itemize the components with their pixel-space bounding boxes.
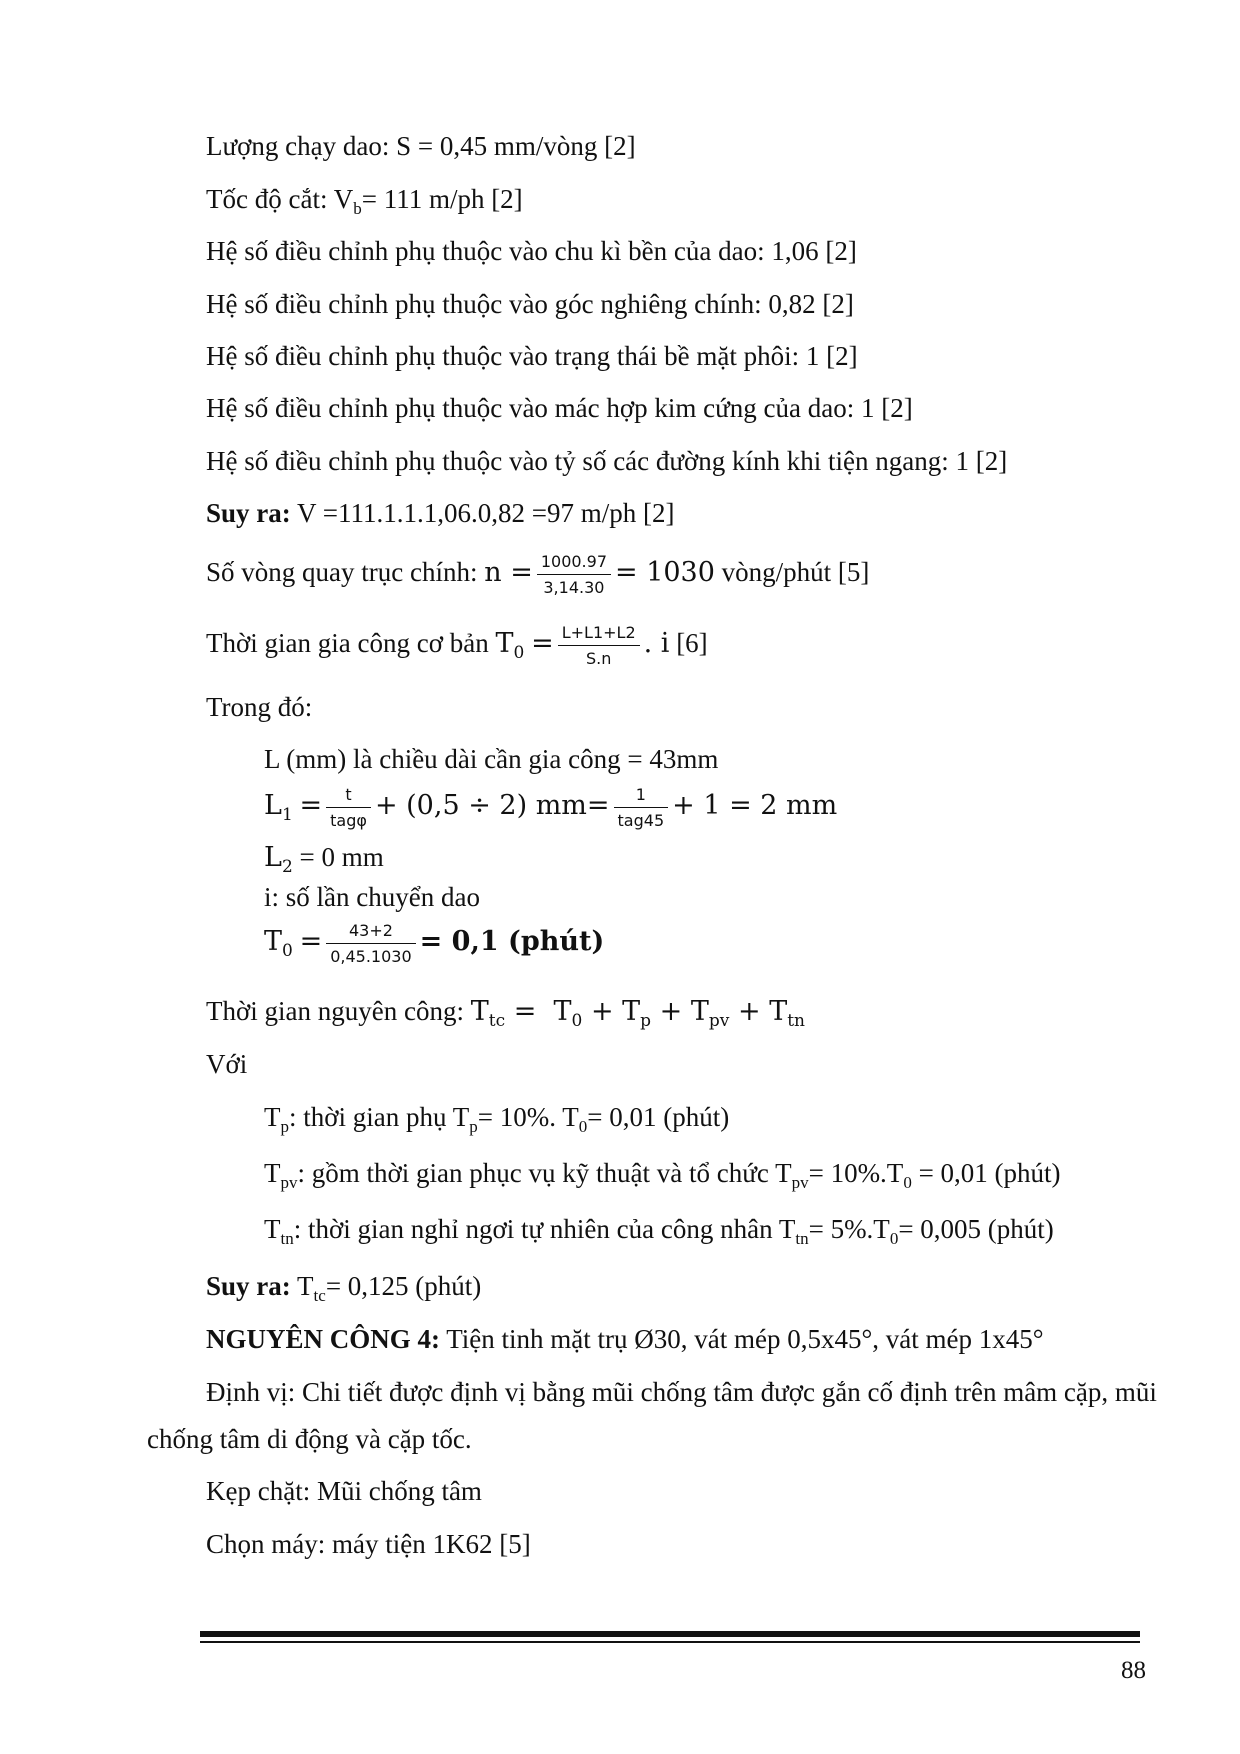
ttc-plus-3: + bbox=[737, 996, 761, 1027]
ttn-subscript: tn bbox=[280, 1229, 294, 1248]
ttn-t0-subscript: 0 bbox=[889, 1229, 899, 1248]
t0-denominator: S.n bbox=[585, 649, 612, 668]
feed-line: Lượng chạy dao: S = 0,45 mm/vòng [2] bbox=[206, 131, 636, 161]
t0-subscript: 0 bbox=[513, 643, 525, 664]
l1-numerator-1: t bbox=[326, 785, 371, 808]
coefficient-line-5: Hệ số điều chỉnh phụ thuộc vào tỷ số các đường kính khi tiện ngang: 1 [2] bbox=[206, 446, 1008, 476]
t0-calc-fraction bbox=[326, 921, 415, 967]
l2-line bbox=[264, 842, 384, 877]
tp-subscript: p bbox=[280, 1117, 289, 1136]
result-ttc-symbol: T bbox=[297, 1271, 314, 1301]
tp-end: = 0,01 (phút) bbox=[587, 1102, 730, 1132]
rpm-fraction bbox=[537, 552, 611, 598]
positioning-line-1: Định vị: Chi tiết được định vị bằng mũi chống tâm được gắn cố định trên mâm cặp, mũi bbox=[206, 1377, 1157, 1407]
result-label: Suy ra: bbox=[206, 498, 291, 528]
operation-4-label: NGUYÊN CÔNG 4: bbox=[206, 1324, 440, 1354]
ttn-symbol-2: T bbox=[778, 1214, 796, 1244]
machine-line: Chọn máy: máy tiện 1K62 [5] bbox=[206, 1529, 531, 1559]
t0-calc-formula bbox=[264, 921, 604, 967]
passes-line: i: số lần chuyển dao bbox=[264, 882, 480, 912]
t0-tail: . i bbox=[643, 628, 670, 660]
t0-calc-numerator: 43+2 bbox=[326, 921, 415, 944]
tpv-symbol: T bbox=[264, 1158, 281, 1188]
ttc-tp-subscript: p bbox=[640, 1011, 652, 1031]
clamping-line: Kẹp chặt: Mũi chống tâm bbox=[206, 1476, 482, 1506]
ttc-t0-symbol: T bbox=[553, 996, 572, 1027]
ttc-ttn-subscript: tn bbox=[787, 1011, 805, 1031]
ttc-t0-subscript: 0 bbox=[571, 1011, 583, 1031]
trong-do-label: Trong đó: bbox=[206, 692, 313, 722]
ttc-formula bbox=[470, 996, 805, 1031]
ttc-label: Thời gian nguyên công: bbox=[206, 996, 464, 1026]
positioning-line-2: chống tâm di động và cặp tốc. bbox=[147, 1424, 472, 1454]
coefficient-line-2: Hệ số điều chỉnh phụ thuộc vào góc nghiêng chính: 0,82 [2] bbox=[206, 289, 854, 319]
result-ttc-subscript: tc bbox=[313, 1286, 326, 1305]
tp-line bbox=[264, 1102, 730, 1136]
tp-tail: = 10%. T bbox=[477, 1102, 579, 1132]
ttc-tpv-symbol: T bbox=[690, 996, 709, 1027]
result-v-text: V =111.1.1.1,06.0,82 =97 m/ph [2] bbox=[297, 498, 675, 528]
l1-fraction-2 bbox=[614, 785, 669, 831]
l1-symbol: L bbox=[264, 790, 282, 822]
l1-fraction-1 bbox=[326, 785, 371, 831]
l1-middle: + (0,5 ÷ 2) mm= bbox=[374, 790, 610, 822]
tpv-symbol-2: T bbox=[775, 1158, 792, 1188]
ttc-subscript: tc bbox=[488, 1011, 506, 1031]
ttn-end: = 0,005 (phút) bbox=[898, 1214, 1054, 1244]
l1-numerator-2: 1 bbox=[614, 785, 669, 808]
length-l-line: L (mm) là chiều dài cần gia công = 43mm bbox=[264, 744, 719, 774]
ttn-subscript-2: tn bbox=[795, 1229, 809, 1248]
tp-symbol: T bbox=[264, 1102, 281, 1132]
ttn-symbol: T bbox=[264, 1214, 281, 1244]
tp-text: : thời gian phụ bbox=[289, 1102, 447, 1132]
ttn-text: : thời gian nghỉ ngơi tự nhiên của công nhân bbox=[293, 1214, 773, 1244]
l1-denominator-1: tagφ bbox=[330, 811, 367, 830]
l2-subscript: 2 bbox=[281, 857, 293, 877]
operation-4-text: Tiện tinh mặt trụ Ø30, vát mép 0,5x45°, vát mép 1x45° bbox=[446, 1324, 1044, 1354]
result-ttc-tail: = 0,125 (phút) bbox=[325, 1271, 482, 1301]
l1-formula bbox=[264, 785, 837, 831]
result-v-line bbox=[206, 500, 674, 527]
rpm-numerator: 1000.97 bbox=[537, 552, 611, 575]
rpm-label: Số vòng quay trục chính: bbox=[206, 557, 478, 588]
t0-calc-tail: = 0,1 (phút) bbox=[419, 926, 605, 958]
tp-t0-subscript: 0 bbox=[578, 1117, 588, 1136]
l1-tail: + 1 = 2 mm bbox=[672, 790, 838, 822]
result-ttc-line bbox=[206, 1271, 482, 1305]
coefficient-line-4: Hệ số điều chỉnh phụ thuộc vào mác hợp kim cứng của dao: 1 [2] bbox=[206, 393, 913, 423]
t0-fraction bbox=[558, 623, 640, 669]
t0-calc-symbol: T bbox=[264, 926, 283, 958]
speed-subscript: b bbox=[353, 199, 362, 218]
t0-equals: = bbox=[531, 628, 554, 660]
l1-subscript: 1 bbox=[281, 805, 293, 826]
coefficient-line-1: Hệ số điều chỉnh phụ thuộc vào chu kì bền của dao: 1,06 [2] bbox=[206, 236, 857, 266]
speed-prefix: Tốc độ cắt: V bbox=[206, 184, 354, 214]
tpv-subscript-2: pv bbox=[791, 1173, 809, 1192]
speed-line bbox=[206, 184, 523, 218]
ttc-ttn-symbol: T bbox=[769, 996, 788, 1027]
ttc-tpv-subscript: pv bbox=[708, 1011, 730, 1031]
t0-symbol: T bbox=[495, 628, 514, 660]
l1-denominator-2: tag45 bbox=[617, 811, 665, 830]
tp-subscript-2: p bbox=[469, 1117, 478, 1136]
tpv-end: = 0,01 (phút) bbox=[918, 1158, 1061, 1188]
rpm-denominator: 3,14.30 bbox=[543, 578, 605, 597]
tp-symbol-2: T bbox=[452, 1102, 470, 1132]
ttc-plus-1: + bbox=[590, 996, 614, 1027]
t0-numerator: L+L1+L2 bbox=[558, 623, 640, 646]
rpm-unit: vòng/phút [5] bbox=[721, 557, 870, 588]
voi-label: Với bbox=[206, 1049, 248, 1079]
t0-calc-equals: = bbox=[299, 926, 323, 958]
t0-line bbox=[206, 623, 708, 669]
page-number: 88 bbox=[1121, 1657, 1146, 1684]
footer-rule-thick bbox=[200, 1631, 1140, 1637]
ttc-line bbox=[206, 996, 805, 1031]
l2-symbol: L bbox=[264, 842, 282, 873]
tpv-t0-subscript: 0 bbox=[903, 1173, 912, 1192]
tpv-tail: = 10%.T bbox=[808, 1158, 904, 1188]
result-ttc-label: Suy ra: bbox=[206, 1271, 291, 1301]
ttn-line bbox=[264, 1214, 1054, 1248]
t0-label: Thời gian gia công cơ bản bbox=[206, 628, 489, 659]
coefficient-line-3: Hệ số điều chỉnh phụ thuộc vào trạng thái bề mặt phôi: 1 [2] bbox=[206, 341, 858, 371]
l1-equals: = bbox=[299, 790, 323, 822]
t0-calc-denominator: 0,45.1030 bbox=[330, 947, 412, 966]
ttn-tail: = 5%.T bbox=[808, 1214, 890, 1244]
tpv-text: : gồm thời gian phục vụ kỹ thuật và tổ chức bbox=[297, 1158, 769, 1188]
t0-ref: [6] bbox=[676, 628, 708, 659]
tpv-subscript: pv bbox=[280, 1173, 298, 1192]
t0-calc-subscript: 0 bbox=[282, 941, 293, 962]
tpv-line bbox=[264, 1158, 1061, 1192]
rpm-rhs: = 1030 bbox=[615, 557, 715, 589]
l2-tail: = 0 mm bbox=[299, 842, 384, 872]
ttc-plus-2: + bbox=[659, 996, 683, 1027]
rpm-line bbox=[206, 552, 869, 598]
ttc-equals: = bbox=[513, 996, 537, 1027]
ttc-tp-symbol: T bbox=[622, 996, 641, 1027]
operation-4-heading bbox=[206, 1326, 1044, 1353]
rpm-lhs: n = bbox=[484, 557, 533, 589]
ttc-symbol: T bbox=[470, 996, 489, 1027]
speed-suffix: = 111 m/ph [2] bbox=[361, 184, 523, 214]
footer-rule-thin bbox=[200, 1641, 1140, 1643]
